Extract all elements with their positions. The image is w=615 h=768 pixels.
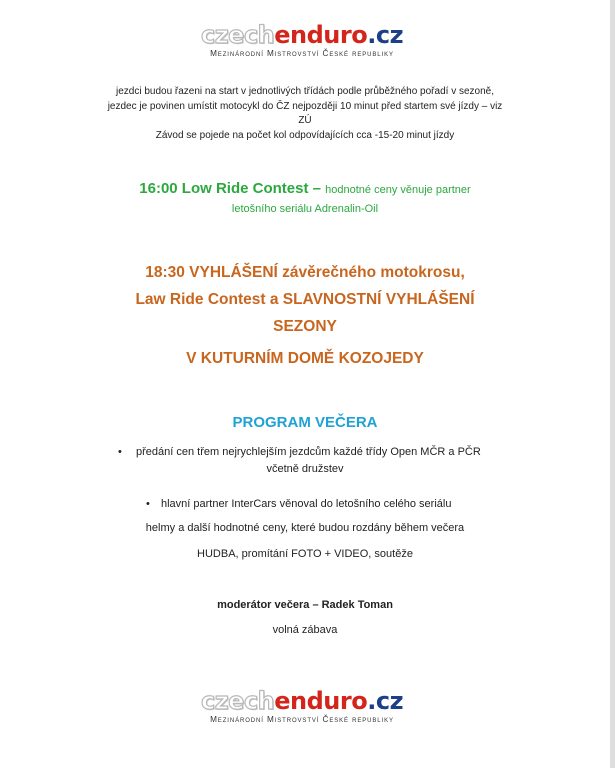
- logo-tagline: Mezinárodní Mistrovství České republiky: [210, 49, 394, 58]
- program-music: HUDBA, promítání FOTO + VIDEO, soutěže: [197, 548, 413, 560]
- program-item-awards: předání cen třem nejrychlejším jezdcům každé třídy Open MČR a PČR: [136, 446, 481, 458]
- czechenduro-logo-top: [197, 22, 407, 62]
- low-ride-note: hodnotné ceny věnuje partner: [325, 184, 471, 196]
- bullet-icon: •: [146, 498, 150, 510]
- venue-heading: V KUTURNÍM DOMĚ KOZOJEDY: [186, 350, 424, 367]
- program-item-partner: hlavní partner InterCars věnoval do letošního celého seriálu: [161, 498, 452, 510]
- program-moderator: moderátor večera – Radek Toman: [217, 599, 393, 611]
- announcement-line: 18:30 VYHLÁŠENÍ závěrečného motokrosu,: [145, 264, 465, 281]
- low-ride-title: 16:00 Low Ride Contest –: [139, 180, 321, 197]
- intro-line: Závod se pojede na počet kol odpovídajících cca -15-20 minut jízdy: [155, 129, 455, 141]
- low-ride-note-continued: letošního seriálu Adrenalin-Oil: [231, 203, 379, 215]
- intro-line: ZÚ: [298, 115, 312, 126]
- program-heading: PROGRAM VEČERA: [232, 414, 378, 431]
- logo-cz-text: .cz: [367, 21, 404, 49]
- logo-enduro-text: enduro: [274, 687, 368, 715]
- page-edge: [610, 0, 615, 768]
- intro-paragraph: [0, 85, 610, 143]
- logo-enduro-text: enduro: [274, 21, 368, 49]
- logo-czech-text: czech: [200, 21, 275, 49]
- announcement-line: SEZONY: [273, 318, 337, 335]
- announcement-line: Law Ride Contest a SLAVNOSTNÍ VYHLÁŠENÍ: [135, 291, 475, 308]
- bullet-icon: •: [118, 446, 122, 458]
- logo-cz-text: .cz: [367, 687, 404, 715]
- logo-czech-text: czech: [200, 687, 275, 715]
- program-item-partner-continued: helmy a další hodnotné ceny, které budou rozdány během večera: [145, 522, 465, 534]
- low-ride-heading: [0, 178, 610, 201]
- logo-wordmark: [197, 22, 407, 48]
- program-item-awards-continued: včetně družstev: [266, 463, 344, 475]
- intro-line: jezdci budou řazeni na start v jednotlivých třídách podle průběžného pořadí v sezoně,: [115, 86, 494, 97]
- czechenduro-logo-bottom: [197, 688, 407, 728]
- program-free-entertainment: volná zábava: [272, 624, 338, 636]
- logo-tagline: Mezinárodní Mistrovství České republiky: [210, 715, 394, 724]
- logo-wordmark: [197, 688, 407, 714]
- intro-line: jezdec je povinen umístit motocykl do ČZ nejpozději 10 minut před startem své jízdy – viz: [107, 100, 503, 112]
